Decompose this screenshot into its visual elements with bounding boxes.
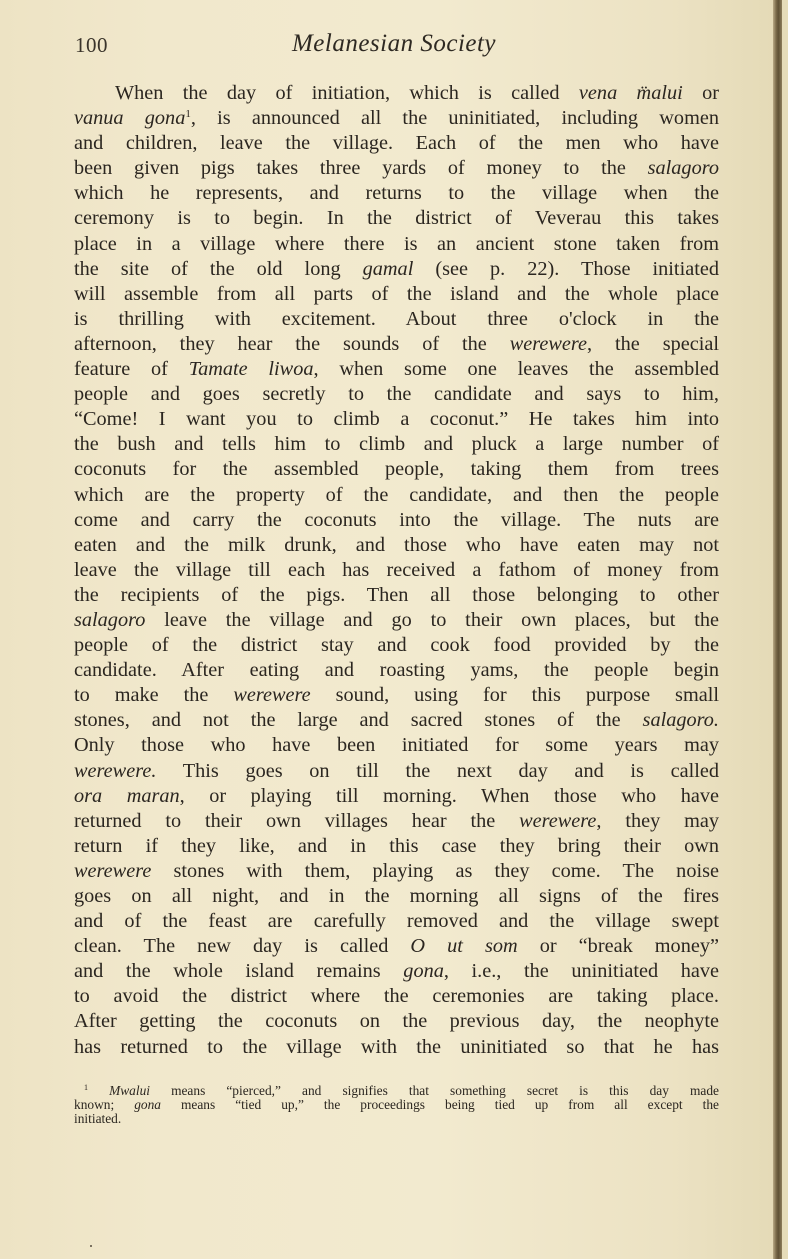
- italic-term: gamal: [362, 257, 414, 280]
- text-run: place in a village where there is an ancient stone taken from: [74, 232, 719, 255]
- body-line: [74, 633, 719, 658]
- italic-term: werewere: [519, 809, 597, 832]
- body-line: [74, 156, 719, 181]
- body-line: [74, 708, 719, 733]
- text-run: eaten and the milk drunk, and those who have eaten may not: [74, 533, 719, 556]
- text-run: This goes on till the next day and is called: [156, 759, 719, 782]
- text-run: been given pigs takes three yards of money to the: [74, 157, 648, 180]
- body-line: [74, 307, 719, 332]
- running-title: Melanesian Society: [291, 30, 497, 57]
- body-line: [74, 558, 719, 583]
- text-run: which he represents, and returns to the village when the: [74, 182, 719, 205]
- text-run: , i.e., the uninitiated have: [443, 960, 719, 983]
- body-line: [74, 683, 719, 708]
- text-run: leave the village till each has received a fathom of money from: [74, 558, 719, 581]
- footnote-marker: 1: [185, 108, 191, 121]
- body-line: [74, 106, 719, 131]
- italic-term: O ut som: [410, 935, 518, 958]
- body-line: [74, 934, 719, 959]
- body-line: [74, 533, 719, 558]
- italic-term: Mwalui: [109, 1083, 150, 1098]
- body-line: [74, 1035, 719, 1060]
- text-run: and children, leave the village. Each of the men who have: [74, 132, 719, 155]
- text-run: “Come! I want you to climb a coconut.” He takes him into: [74, 408, 719, 431]
- italic-term: salagoro: [74, 608, 146, 631]
- italic-term: vanua gona: [74, 107, 186, 130]
- text-run: people and goes secretly to the candidate and says to him,: [74, 383, 719, 406]
- text-run: goes on all night, and in the morning all signs of the fires: [74, 885, 719, 907]
- text-run: initiated.: [74, 1111, 122, 1127]
- italic-term: werewere: [509, 332, 588, 355]
- text-run: stones with them, playing as they come. The noise: [151, 859, 719, 882]
- text-run: and of the feast are carefully removed and the village swept: [74, 910, 719, 933]
- text-run: which are the property of the candidate, and then the people: [74, 483, 719, 506]
- body-line: [74, 232, 719, 257]
- body-line: [74, 257, 719, 282]
- body-line: [74, 282, 719, 307]
- scan-speck: [90, 1245, 92, 1247]
- text-run: ceremony is to begin. In the district of Veverau this takes: [74, 207, 719, 230]
- text-run: After getting the coconuts on the previous day, the neophyte: [74, 1010, 719, 1033]
- italic-term: gona: [403, 960, 444, 983]
- text-run: people of the district stay and cook food provided by the: [74, 634, 719, 657]
- body-line: [74, 608, 719, 633]
- body-line: [74, 382, 719, 407]
- text-run: return if they like, and in this case they bring their own: [74, 834, 719, 857]
- text-run: (see p. 22). Those initiated: [413, 257, 719, 280]
- body-line: [74, 332, 719, 357]
- text-run: feature of: [74, 358, 189, 381]
- text-run: means “tied up,” the proceedings being tied up from all except the: [160, 1097, 719, 1113]
- text-run: or “break money”: [517, 935, 719, 958]
- text-run: , they may: [596, 809, 720, 832]
- text-run: means “pierced,” and signifies that something secret is this day made: [150, 1083, 719, 1098]
- italic-term: werewere: [233, 684, 311, 707]
- text-run: to make the: [74, 684, 234, 707]
- italic-term: werewere: [74, 859, 152, 882]
- text-run: , is announced all the uninitiated, including women: [190, 107, 719, 130]
- text-run: will assemble from all parts of the island and the whole place: [74, 282, 719, 305]
- italic-term: gona: [134, 1097, 161, 1113]
- body-line: [74, 131, 719, 156]
- body-line: [74, 834, 719, 859]
- text-run: and the whole island remains: [74, 960, 404, 983]
- text-run: Only those who have been initiated for some years may: [74, 734, 719, 757]
- body-line: [74, 809, 719, 834]
- text-run: , the special: [587, 332, 720, 355]
- text-run: , or playing till morning. When those who have: [179, 784, 719, 807]
- text-run: to avoid the district where the ceremonies are taking place.: [74, 985, 719, 1008]
- body-line: [74, 1009, 719, 1034]
- page-number: 100: [75, 33, 108, 57]
- footnote-marker: 1: [84, 1083, 88, 1092]
- italic-term: ora maran: [74, 784, 180, 807]
- footnote-line: [74, 1112, 719, 1126]
- body-line: [74, 483, 719, 508]
- text-run: has returned to the village with the uninitiated so that he has: [74, 1035, 719, 1058]
- body-line: [74, 407, 719, 432]
- body-line: [74, 181, 719, 206]
- body-line: [74, 81, 719, 106]
- body-line: [74, 357, 719, 382]
- text-run: the recipients of the pigs. Then all those belonging to other: [74, 583, 719, 606]
- text-run: afternoon, they hear the sounds of the: [74, 332, 510, 355]
- body-line: [74, 984, 719, 1009]
- body-line: [74, 457, 719, 482]
- binding-edge: [773, 0, 782, 1259]
- text-run: returned to their own villages hear the: [74, 809, 520, 832]
- text-run: is thrilling with excitement. About three o'clock in the: [74, 307, 719, 330]
- italic-term: werewere.: [74, 759, 157, 782]
- body-line: [74, 508, 719, 533]
- text-run: clean. The new day is called: [74, 935, 411, 958]
- body-line: [74, 784, 719, 809]
- text-run: stones, and not the large and sacred stones of the: [74, 709, 643, 732]
- text-run: known;: [74, 1097, 135, 1113]
- body-line: [74, 583, 719, 608]
- text-run: , when some one leaves the assembled: [313, 358, 719, 381]
- text-run: When the day of initiation, which is called: [115, 82, 579, 104]
- text-run: come and carry the coconuts into the village. The nuts are: [74, 508, 719, 531]
- text-run: or: [682, 82, 719, 104]
- italic-term: Tamate liwoa: [188, 358, 314, 381]
- italic-term: vena m̈alui: [578, 82, 683, 104]
- text-run: the site of the old long: [74, 257, 363, 280]
- footnote-line: [74, 1084, 719, 1098]
- page-header: [74, 30, 724, 60]
- body-line: [74, 909, 719, 934]
- text-run: candidate. After eating and roasting yams, the people begin: [74, 659, 719, 682]
- body-line: [74, 884, 719, 909]
- body-line: [74, 759, 719, 784]
- body-line: [74, 206, 719, 231]
- text-run: [88, 1083, 109, 1098]
- text-run: the bush and tells him to climb and pluck a large number of: [74, 433, 719, 456]
- italic-term: salagoro.: [642, 709, 719, 732]
- text-run: leave the village and go to their own places, but the: [145, 608, 719, 631]
- italic-term: salagoro: [647, 157, 719, 180]
- body-paragraph: [74, 81, 719, 1060]
- footnote-line: [74, 1098, 719, 1112]
- body-line: [74, 658, 719, 683]
- page-edge: [782, 0, 788, 1259]
- text-run: sound, using for this purpose small: [310, 684, 719, 707]
- body-line: [74, 859, 719, 884]
- body-line: [74, 432, 719, 457]
- text-run: coconuts for the assembled people, taking them from trees: [74, 458, 719, 481]
- body-line: [74, 959, 719, 984]
- footnote: [74, 1084, 719, 1127]
- body-line: [74, 733, 719, 758]
